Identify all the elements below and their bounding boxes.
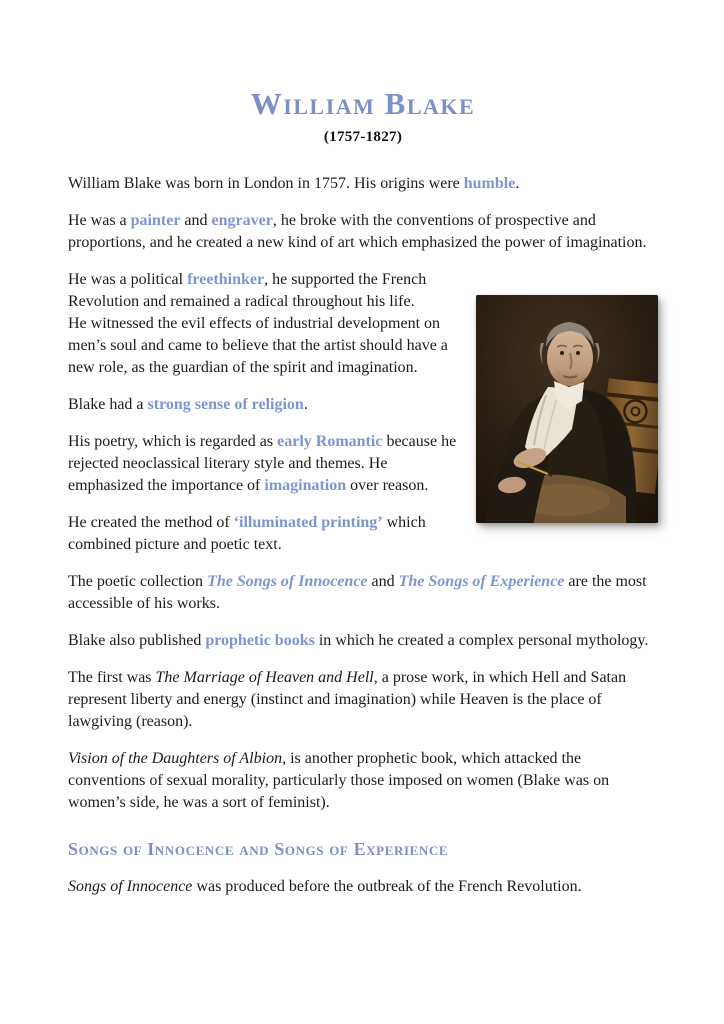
section-heading: Songs of Innocence and Songs of Experience [68, 838, 449, 859]
paragraph [68, 571, 658, 615]
text-run: was produced before the outbreak of the French Revolution. [192, 877, 582, 895]
intro-section [68, 173, 658, 254]
highlighted-term: engraver [211, 211, 273, 229]
text-run: because he rejected neoclassical literary style and themes. He emphasized the importance of [68, 432, 457, 494]
highlighted-term: imagination [264, 476, 347, 494]
text-run: , he supported the French Revolution and remained a radical throughout his life. [68, 270, 427, 310]
paragraph [68, 173, 658, 195]
text-run: He was a [68, 211, 131, 229]
document-body [68, 173, 658, 898]
highlighted-term: The Songs of Experience [398, 572, 565, 590]
text-run: . [515, 174, 520, 192]
paragraph [68, 876, 658, 898]
portrait-illustration [476, 295, 658, 523]
text-run: William Blake was born in London in 1757. His origins were [68, 174, 464, 192]
life-dates: (1757-1827) [323, 128, 403, 145]
paragraph [68, 210, 658, 254]
text-run: in which he created a complex personal mythology. [314, 631, 649, 649]
text-run: He created the method of [68, 513, 234, 531]
text-run: which combined picture and poetic text. [68, 513, 426, 553]
text-run: He witnessed the evil effects of industrial development on men’s soul and came to believe that the artist should have a new role, as the guardian of the spirit and imagination. [68, 314, 448, 376]
page-title: William Blake [250, 86, 476, 121]
highlighted-term: early Romantic [277, 432, 383, 450]
text-run: over reason. [346, 476, 429, 494]
text-run: The Marriage of Heaven and Hell [155, 668, 374, 686]
paragraph [68, 748, 658, 814]
text-run: . [303, 395, 308, 413]
highlighted-term: freethinker [187, 270, 265, 288]
text-run: His poetry, which is regarded as [68, 432, 278, 450]
works-section [68, 571, 658, 814]
text-run: , he broke with the conventions of prospective and proportions, and he created a new kind of art which emphasized the power of imagination. [68, 211, 647, 251]
paragraph [68, 630, 658, 652]
text-run: The poetic collection [68, 572, 208, 590]
text-run: Blake also published [68, 631, 206, 649]
william-blake-portrait [476, 295, 658, 523]
highlighted-term: The Songs of Innocence [207, 572, 368, 590]
text-run: The first was [68, 668, 156, 686]
text-run: and [367, 572, 399, 590]
highlighted-term: prophetic books [205, 631, 315, 649]
text-run: He was a political [68, 270, 188, 288]
text-run: and [180, 211, 212, 229]
text-run: Blake had a [68, 395, 148, 413]
paragraph [68, 667, 658, 733]
text-run: Songs of Innocence [68, 877, 193, 895]
highlighted-term: ‘illuminated printing’ [233, 513, 383, 531]
closing-section [68, 876, 658, 898]
wrap-section [68, 269, 658, 556]
highlighted-term: humble [463, 174, 516, 192]
text-run: , a prose work, in which Hell and Satan represent liberty and energy (instinct and imagination) while Heaven is the place of lawgiving (reason). [68, 668, 627, 730]
highlighted-term: strong sense of religion [147, 395, 304, 413]
text-run: are the most accessible of his works. [68, 572, 647, 612]
text-run: Vision of the Daughters of Albion [68, 749, 283, 767]
text-run: , is another prophetic book, which attacked the conventions of sexual morality, particularly those imposed on women (Blake was on women’s side, he was a sort of feminist). [68, 749, 610, 811]
highlighted-term: painter [130, 211, 181, 229]
